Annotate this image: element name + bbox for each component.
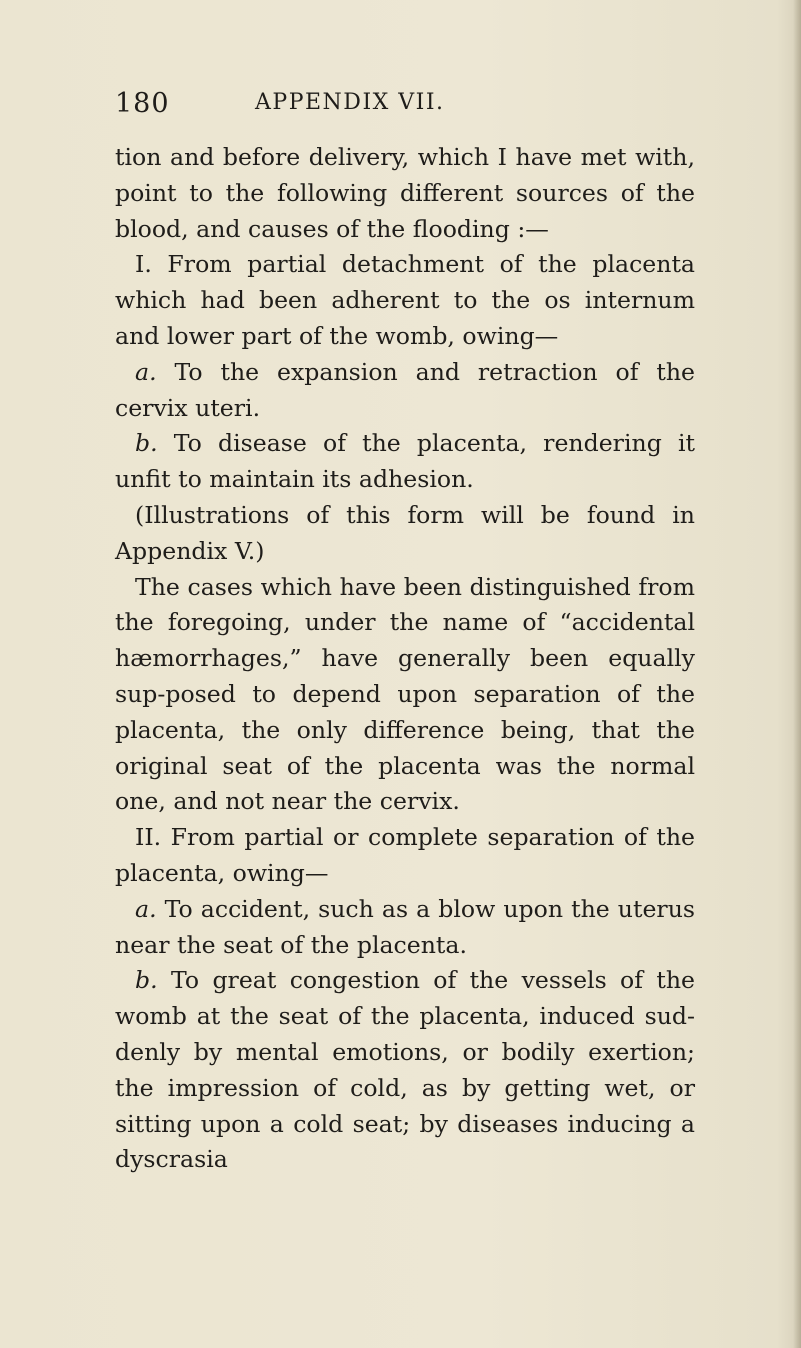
item-marker: a. — [135, 894, 157, 923]
page-header — [115, 88, 695, 128]
item-marker: b. — [135, 429, 158, 458]
item-marker: b. — [135, 966, 158, 995]
paragraph-text: The cases which have been distinguished from the foregoing, under the name of “accidental hæmorrhages,” have generally been equally sup-posed to depend upon separation of the placenta, the only difference being, that the original seat of the placenta was the normal one, and not near the cervix. — [115, 572, 695, 816]
paragraph-continuation — [115, 140, 695, 247]
paragraph-text: II. From partial or complete separation of the placenta, owing— — [115, 823, 695, 887]
paragraph-text: To great congestion of the vessels of the womb at the seat of the placenta, induced sud-denly by mental emotions, or bodily exertion; the impression of cold, as by getting wet, or sitting upon a cold seat; by diseases inducing a dyscrasia — [115, 966, 695, 1174]
paragraph-section-two — [115, 820, 695, 892]
paragraph-text: I. From partial detachment of the placenta which had been adherent to the os internum and lower part of the womb, owing— — [115, 250, 695, 350]
page-edge-shadow — [793, 0, 801, 1348]
body-text — [115, 140, 695, 1178]
item-marker: a. — [135, 357, 157, 386]
paragraph-item-b — [115, 963, 695, 1178]
paragraph-accidental-haemorrhages — [115, 570, 695, 821]
paragraph-illustrations-note — [115, 498, 695, 570]
paragraph-item-a — [115, 355, 695, 427]
paragraph-text: To disease of the placenta, rendering it unfit to maintain its adhesion. — [115, 429, 695, 494]
paragraph-text: (Illustrations of this form will be found in Appendix V.) — [115, 500, 695, 565]
paragraph-item-b — [115, 426, 695, 498]
paragraph-item-a — [115, 892, 695, 964]
paragraph-section-one — [115, 247, 695, 354]
running-head: APPENDIX VII. — [255, 90, 445, 115]
paragraph-text: To accident, such as a blow upon the uterus near the seat of the placenta. — [115, 894, 695, 959]
paragraph-text: To the expansion and retraction of the cervix uteri. — [115, 357, 695, 422]
page-number: 180 — [115, 88, 170, 119]
paragraph-text: tion and before delivery, which I have met with, point to the following different sources of the blood, and causes of the flooding :— — [115, 143, 695, 243]
